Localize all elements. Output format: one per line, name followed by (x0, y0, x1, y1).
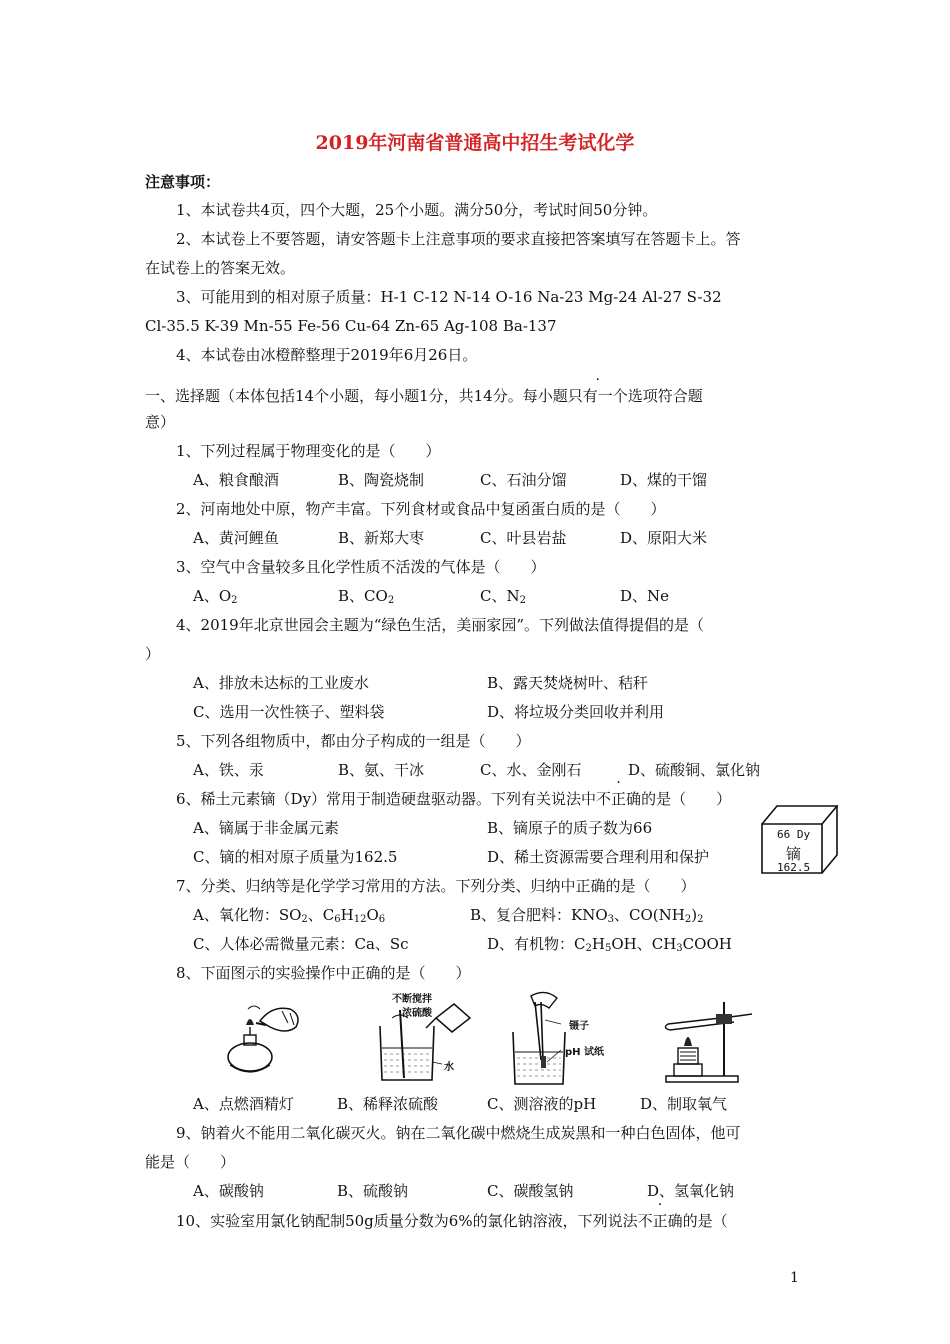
q4-option-a: A、排放未达标的工业废水 (193, 674, 369, 692)
ph-test-icon (505, 990, 635, 1090)
q4-option-b: B、露天焚烧树叶、秸秆 (487, 674, 649, 692)
q9-option-c: C、碳酸氢钠 (487, 1182, 574, 1200)
q5-option-a: A、铁、汞 (193, 761, 264, 779)
question-8: 8、下面图示的实验操作中正确的是（ ） (176, 964, 471, 982)
figure-prepare-oxygen (660, 994, 760, 1086)
emphasis-dots: 只有一个 (567, 387, 628, 405)
question-5: 5、下列各组物质中，都由分子构成的一组是（ ） (176, 732, 531, 750)
label-stir: 不断搅拌 (392, 994, 432, 1005)
question-1: 1、下列过程属于物理变化的是（ ） (176, 442, 441, 460)
q3-option-c: C、$N_2$ (480, 587, 526, 606)
q8-option-c: C、测溶液的pH (487, 1095, 597, 1113)
question-10: 10、实验室用氯化钠配制50g质量分数为6%的氯化钠溶液，下列说法不正确的是（ (176, 1212, 728, 1230)
section-heading-cont: 意） (145, 413, 176, 431)
notes-heading: 注意事项： (145, 173, 221, 191)
question-9: 9、钠着火不能用二氧化碳灭火。钠在二氧化碳中燃烧生成炭黑和一种白色固体，他可 (176, 1124, 741, 1142)
q9-option-d: D、氢氧化钠 (647, 1182, 735, 1200)
label-tweezers: 镊子 (569, 1021, 589, 1032)
q6-option-b: B、镝原子的质子数为66 (487, 819, 653, 837)
label-ph-paper: pH 试纸 (565, 1047, 605, 1058)
note-2: 2、本试卷上不要答题，请安答题卡上注意事项的要求直接把答案填写在答题卡上。答 (176, 230, 741, 248)
q9-option-a: A、碳酸钠 (193, 1182, 264, 1200)
q5-option-d: D、硫酸铜、氯化钠 (628, 761, 761, 779)
q6-option-c: C、镝的相对原子质量为162.5 (193, 848, 398, 866)
atomic-mass: 162.5 (777, 861, 811, 874)
oxygen-apparatus-icon (660, 994, 760, 1086)
question-3: 3、空气中含量较多且化学性质不活泼的气体是（ ） (176, 558, 546, 576)
q6-option-a: A、镝属于非金属元素 (193, 819, 339, 837)
q2-option-a: A、黄河鲤鱼 (193, 529, 279, 547)
q5-option-b: B、氨、干冰 (338, 761, 425, 779)
figure-light-alcohol-lamp (210, 995, 310, 1080)
q4-option-d: D、将垃圾分类回收并利用 (487, 703, 665, 721)
question-9-cont: 能是（ ） (145, 1153, 236, 1171)
question-4: 4、2019年北京世园会主题为“绿色生活，美丽家园”。下列做法值得提倡的是（ (176, 616, 705, 634)
note-4: 4、本试卷由冰橙醉整理于2019年6月26日。 (176, 346, 478, 364)
q7-option-c: C、人体必需微量元素：Ca、Sc (193, 935, 409, 953)
element-name: 镝 (786, 845, 802, 863)
q4-option-c: C、选用一次性筷子、塑料袋 (193, 703, 385, 721)
note-3-cont: Cl-35.5 K-39 Mn-55 Fe-56 Cu-64 Zn-65 Ag-108 Ba-137 (145, 317, 557, 335)
q2-option-c: C、叶县岩盐 (480, 529, 567, 547)
atomic-number-symbol: 66 Dy (777, 828, 811, 841)
question-4-cont: ） (145, 645, 161, 663)
q1-option-d: D、煤的干馏 (620, 471, 708, 489)
q1-option-c: C、石油分馏 (480, 471, 567, 489)
note-1: 1、本试卷共4页，四个大题，25个小题。满分50分，考试时间50分钟。 (176, 201, 658, 219)
figure-dilute-sulfuric-acid (370, 988, 490, 1088)
question-7: 7、分类、归纳等是化学学习常用的方法。下列分类、归纳中正确的是（ ） (176, 877, 696, 895)
q3-option-d: D、Ne (620, 587, 670, 605)
q7-option-b: B、复合肥料：$KNO_3$、$CO(NH_2)_2$ (470, 906, 704, 925)
page-number: 1 (790, 1270, 799, 1286)
q3-option-b: B、$CO_2$ (338, 587, 395, 606)
alcohol-lamp-icon (210, 995, 310, 1080)
note-2-cont: 在试卷上的答案无效。 (145, 259, 296, 277)
q1-option-b: B、陶瓷烧制 (338, 471, 425, 489)
periodic-table-cell (759, 803, 839, 875)
q1-option-a: A、粮食酿酒 (193, 471, 279, 489)
q2-option-b: B、新郑大枣 (338, 529, 425, 547)
exam-title: 2019年河南省普通高中招生考试化学 (315, 132, 635, 154)
figure-measure-ph (505, 990, 635, 1090)
question-6: 6、稀土元素镝（Dy）常用于制造硬盘驱动器。下列有关说法中不正确的是（ ） (176, 790, 732, 808)
section-heading: 一、选择题（本体包括14个小题，每小题1分，共14分。每小题只有一个选项符合题 (145, 387, 703, 405)
q8-option-a: A、点燃酒精灯 (193, 1095, 294, 1113)
label-conc-acid: 浓硫酸 (402, 1008, 432, 1019)
q7-option-d: D、有机物：$C_2H_5OH$、$CH_3COOH$ (487, 935, 732, 954)
q8-option-d: D、制取氧气 (640, 1095, 728, 1113)
q6-option-d: D、稀土资源需要合理利用和保护 (487, 848, 710, 866)
q9-option-b: B、硫酸钠 (337, 1182, 409, 1200)
question-2: 2、河南地处中原，物产丰富。下列食材或食品中复函蛋白质的是（ ） (176, 500, 666, 518)
q8-option-b: B、稀释浓硫酸 (337, 1095, 439, 1113)
label-water: 水 (444, 1062, 454, 1073)
q5-option-c: C、水、金刚石 (480, 761, 582, 779)
q3-option-a: A、$O_2$ (193, 587, 238, 606)
q2-option-d: D、原阳大米 (620, 529, 708, 547)
q7-option-a: A、氧化物：$SO_2$、$C_6H_{12}O_6$ (193, 906, 386, 925)
note-3: 3、可能用到的相对原子质量：H-1 C-12 N-14 O-16 Na-23 Mg-24 Al-27 S-32 (176, 288, 722, 306)
